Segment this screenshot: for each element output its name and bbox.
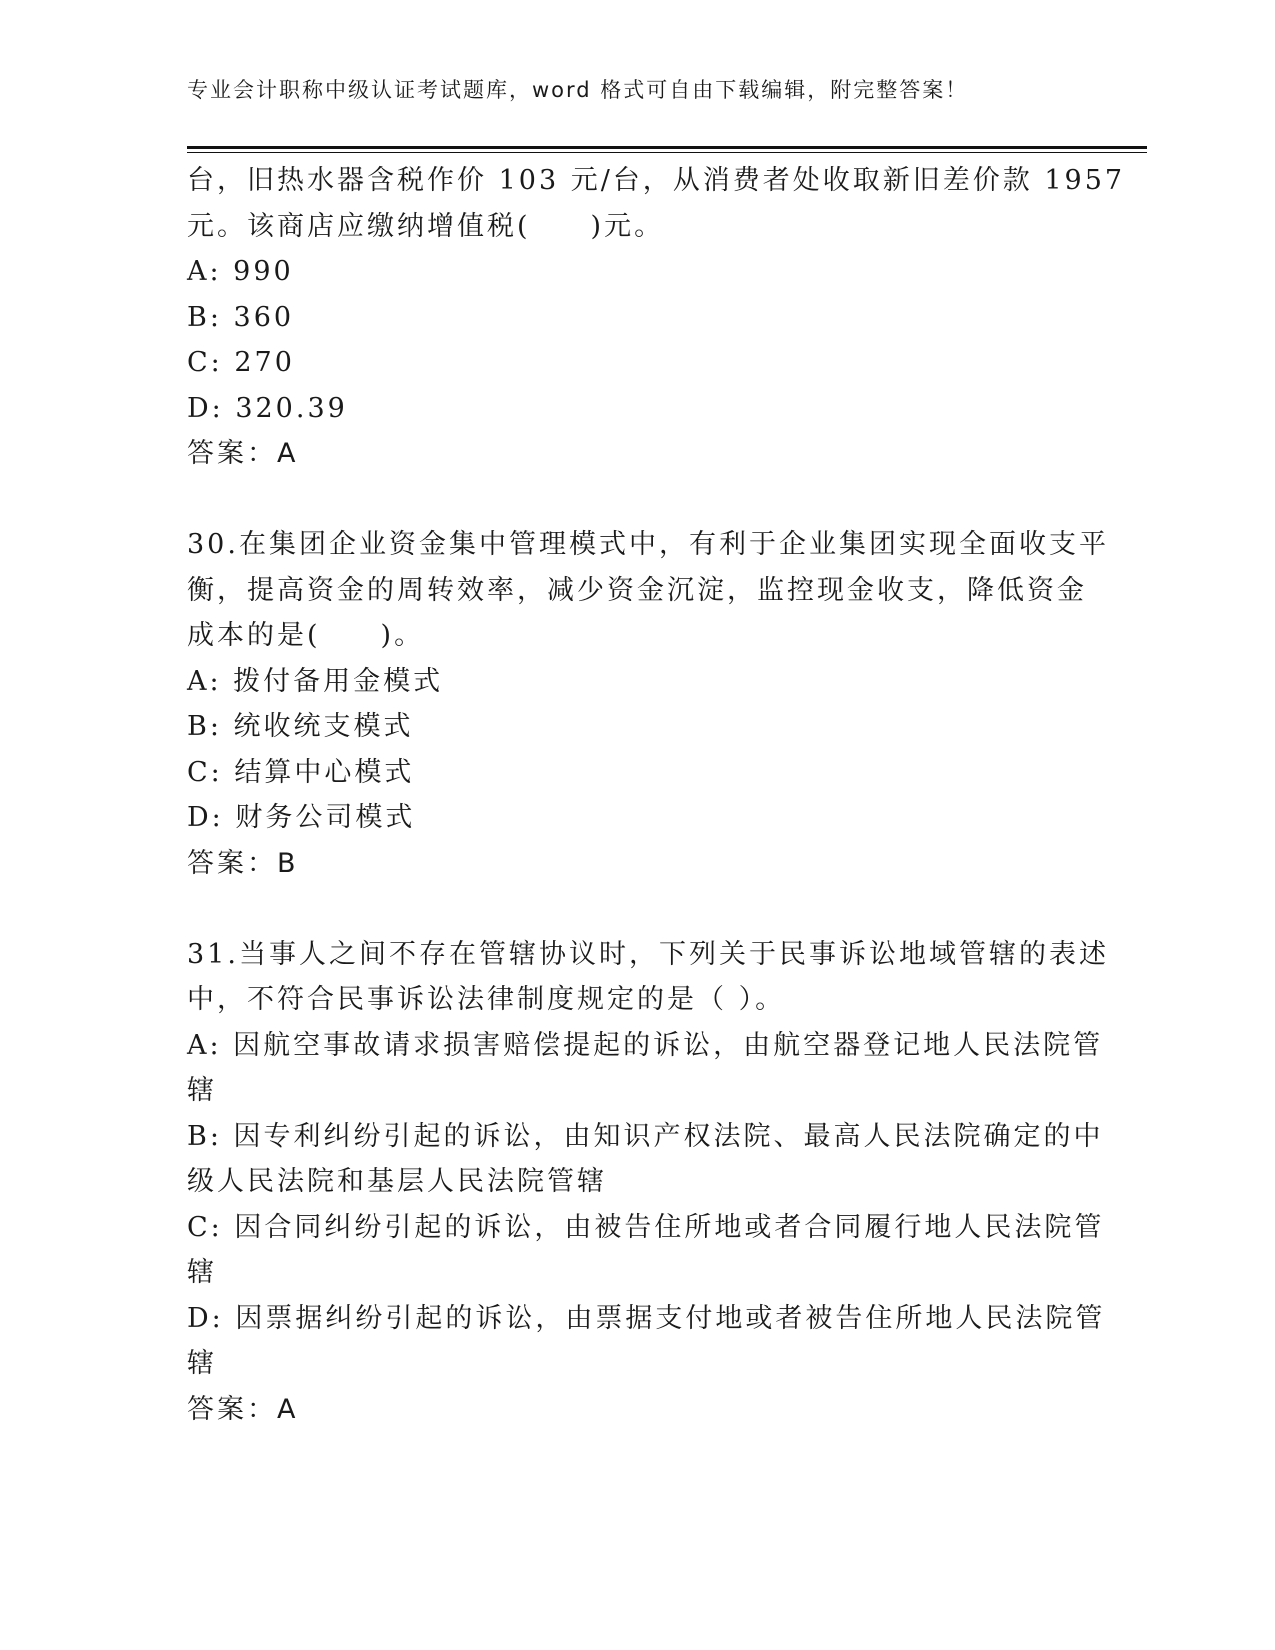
q31-stem-line: 中，不符合民事诉讼法律制度规定的是（ ）。: [187, 984, 786, 1015]
q31-option-b: B: 因专利纠纷引起的诉讼，由知识产权法院、最高人民法院确定的中: [187, 1120, 1104, 1152]
q30-option-b: B: 统收统支模式: [187, 711, 414, 742]
q31-answer: 答案：A: [187, 1393, 299, 1425]
q31-option-d-cont: 辖: [187, 1348, 217, 1379]
q29-stem-line: 元。该商店应缴纳增值税( )元。: [187, 210, 665, 242]
q30-option-d: D: 财务公司模式: [187, 802, 416, 833]
header-rule-thick: [187, 146, 1147, 149]
q30-option-a: A: 拨付备用金模式: [187, 665, 444, 697]
q29-stem-line: 台，旧热水器含税作价 103 元/台，从消费者处收取新旧差价款 1957: [187, 165, 1126, 196]
q31-option-c-cont: 辖: [187, 1257, 217, 1288]
q30-stem-line: 衡，提高资金的周转效率，减少资金沉淀，监控现金收支，降低资金: [187, 574, 1087, 606]
q30-stem-line: 成本的是( )。: [187, 620, 425, 651]
page-header: 专业会计职称中级认证考试题库，word 格式可自由下载编辑，附完整答案！: [187, 78, 969, 102]
q29-option-c: C: 270: [187, 347, 295, 378]
q31-option-a-cont: 辖: [187, 1075, 217, 1106]
q29-option-a: A: 990: [187, 256, 294, 287]
question-content: [187, 158, 1126, 1432]
header-rule-thin: [187, 152, 1147, 153]
q29-answer: 答案：A: [187, 438, 299, 469]
q30-answer: 答案：B: [187, 847, 299, 879]
q31-option-d: D: 因票据纠纷引起的诉讼，由票据支付地或者被告住所地人民法院管: [187, 1302, 1106, 1334]
q31-option-a: A: 因航空事故请求损害赔偿提起的诉讼，由航空器登记地人民法院管: [187, 1029, 1104, 1061]
q30-stem-line: 30.在集团企业资金集中管理模式中，有利于企业集团实现全面收支平: [187, 529, 1109, 560]
q31-option-b-cont: 级人民法院和基层人民法院管辖: [187, 1166, 607, 1197]
q29-option-b: B: 360: [187, 301, 295, 333]
q29-option-d: D: 320.39: [187, 392, 348, 424]
q31-stem-line: 31.当事人之间不存在管辖协议时，下列关于民事诉讼地域管辖的表述: [187, 938, 1109, 970]
q30-option-c: C: 结算中心模式: [187, 756, 415, 788]
q31-option-c: C: 因合同纠纷引起的诉讼，由被告住所地或者合同履行地人民法院管: [187, 1211, 1105, 1243]
